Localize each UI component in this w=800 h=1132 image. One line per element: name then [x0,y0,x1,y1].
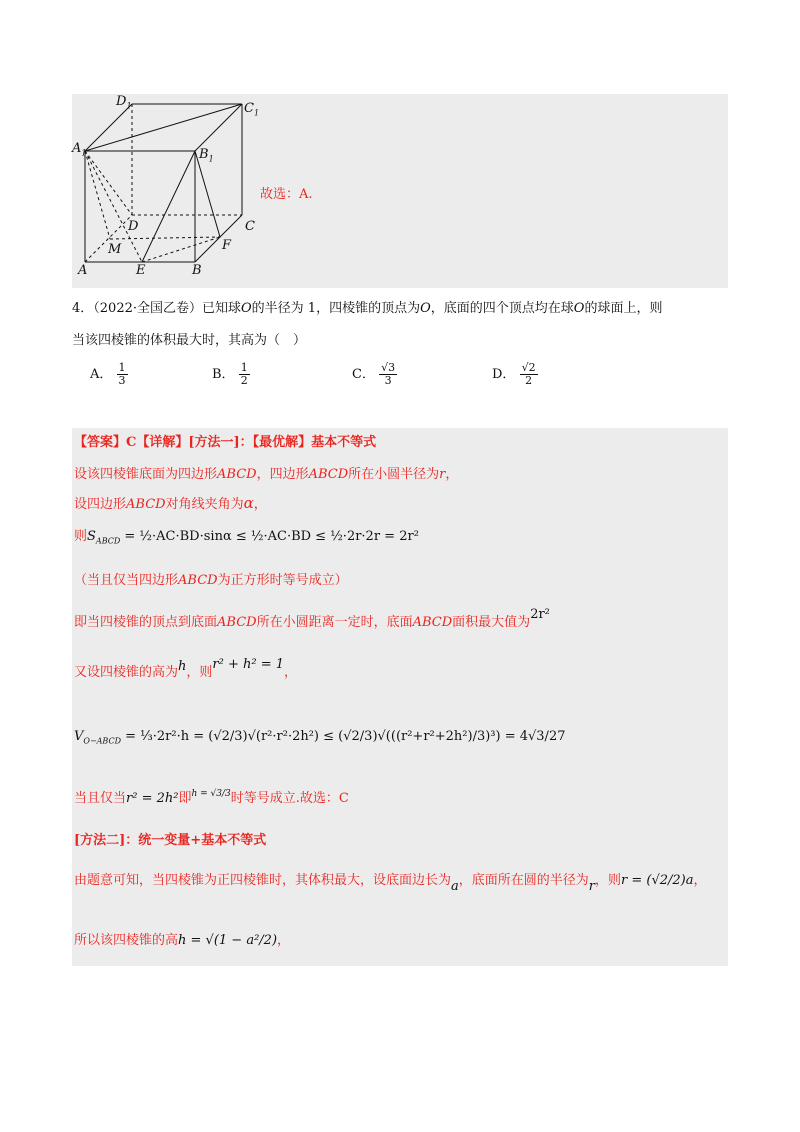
option-d[interactable]: D． $\frac{√2}{2}$ [492,361,536,387]
label-C: C [245,219,255,234]
answer-line-7: $V_{O-ABCD}$ = ⅓·2r²·h = (√2/3)√(r²·r²·2h²) ≤ (√2/3)√(((r²+r²+2h²)/3)³) = 4√3/27 [74,729,566,746]
method-2-header: [方法二]：统一变量+基本不等式 [74,833,267,848]
answer-line-3: 则$S_{ABCD}$ = ½·AC·BD·sinα ≤ ½·AC·BD ≤ ½·2r·2r = 2r² [74,529,419,546]
label-A1: $A_1$ [72,141,87,158]
label-C1: $C_1$ [244,101,260,118]
figure-panel [72,94,728,288]
label-B: B [192,263,202,278]
answer-line-4: （当且仅当四边形ABCD为正方形时等号成立） [74,573,348,588]
option-a[interactable]: A． $\frac{1}{3}$ [90,361,126,387]
answer-line-11: 所以该四棱锥的高h = √(1 − a²/2)， [74,933,291,948]
label-D: D [128,219,139,234]
question-line-1: 4．（2022·全国乙卷）已知球O的半径为 1，四棱锥的顶点为O，底面的四个顶点均在球O的球面上，则 [72,301,663,316]
answer-panel [72,428,728,966]
question-line-2: 当该四棱锥的体积最大时，其高为（ ） [72,333,307,348]
answer-line-8: 当且仅当r² = 2h²即$^{h = √3/3}$时等号成立.故选：C [74,789,349,806]
label-M: M [108,242,122,257]
option-b[interactable]: B． $\frac{1}{2}$ [212,361,248,387]
option-c[interactable]: C． $\frac{√3}{3}$ [352,361,396,387]
answer-line-1: 设该四棱锥底面为四边形ABCD，四边形ABCD所在小圆半径为r， [74,467,459,482]
label-E: E [136,263,146,278]
label-D1: $D_1$ [116,94,132,111]
label-A: A [78,263,88,278]
answer-line-10: 由题意可知，当四棱锥为正四棱锥时，其体积最大，设底面边长为a，底面所在圆的半径为r，则r = (√2/2)a， [74,873,707,894]
figure-conclusion: 故选：A. [260,187,313,202]
label-F: F [222,238,232,253]
answer-line-5: 即当四棱锥的顶点到底面ABCD所在小圆距离一定时，底面ABCD面积最大值为2r² [74,607,550,630]
label-B1: $B_1$ [199,147,214,164]
answer-line-6: 又设四棱锥的高为h，则r² + h² = 1， [74,657,298,680]
answer-line-2: 设四边形ABCD对角线夹角为α， [74,494,267,512]
cube-diagram [72,94,272,288]
answer-header: 【答案】C【详解】[方法一]：【最优解】基本不等式 [74,435,377,450]
